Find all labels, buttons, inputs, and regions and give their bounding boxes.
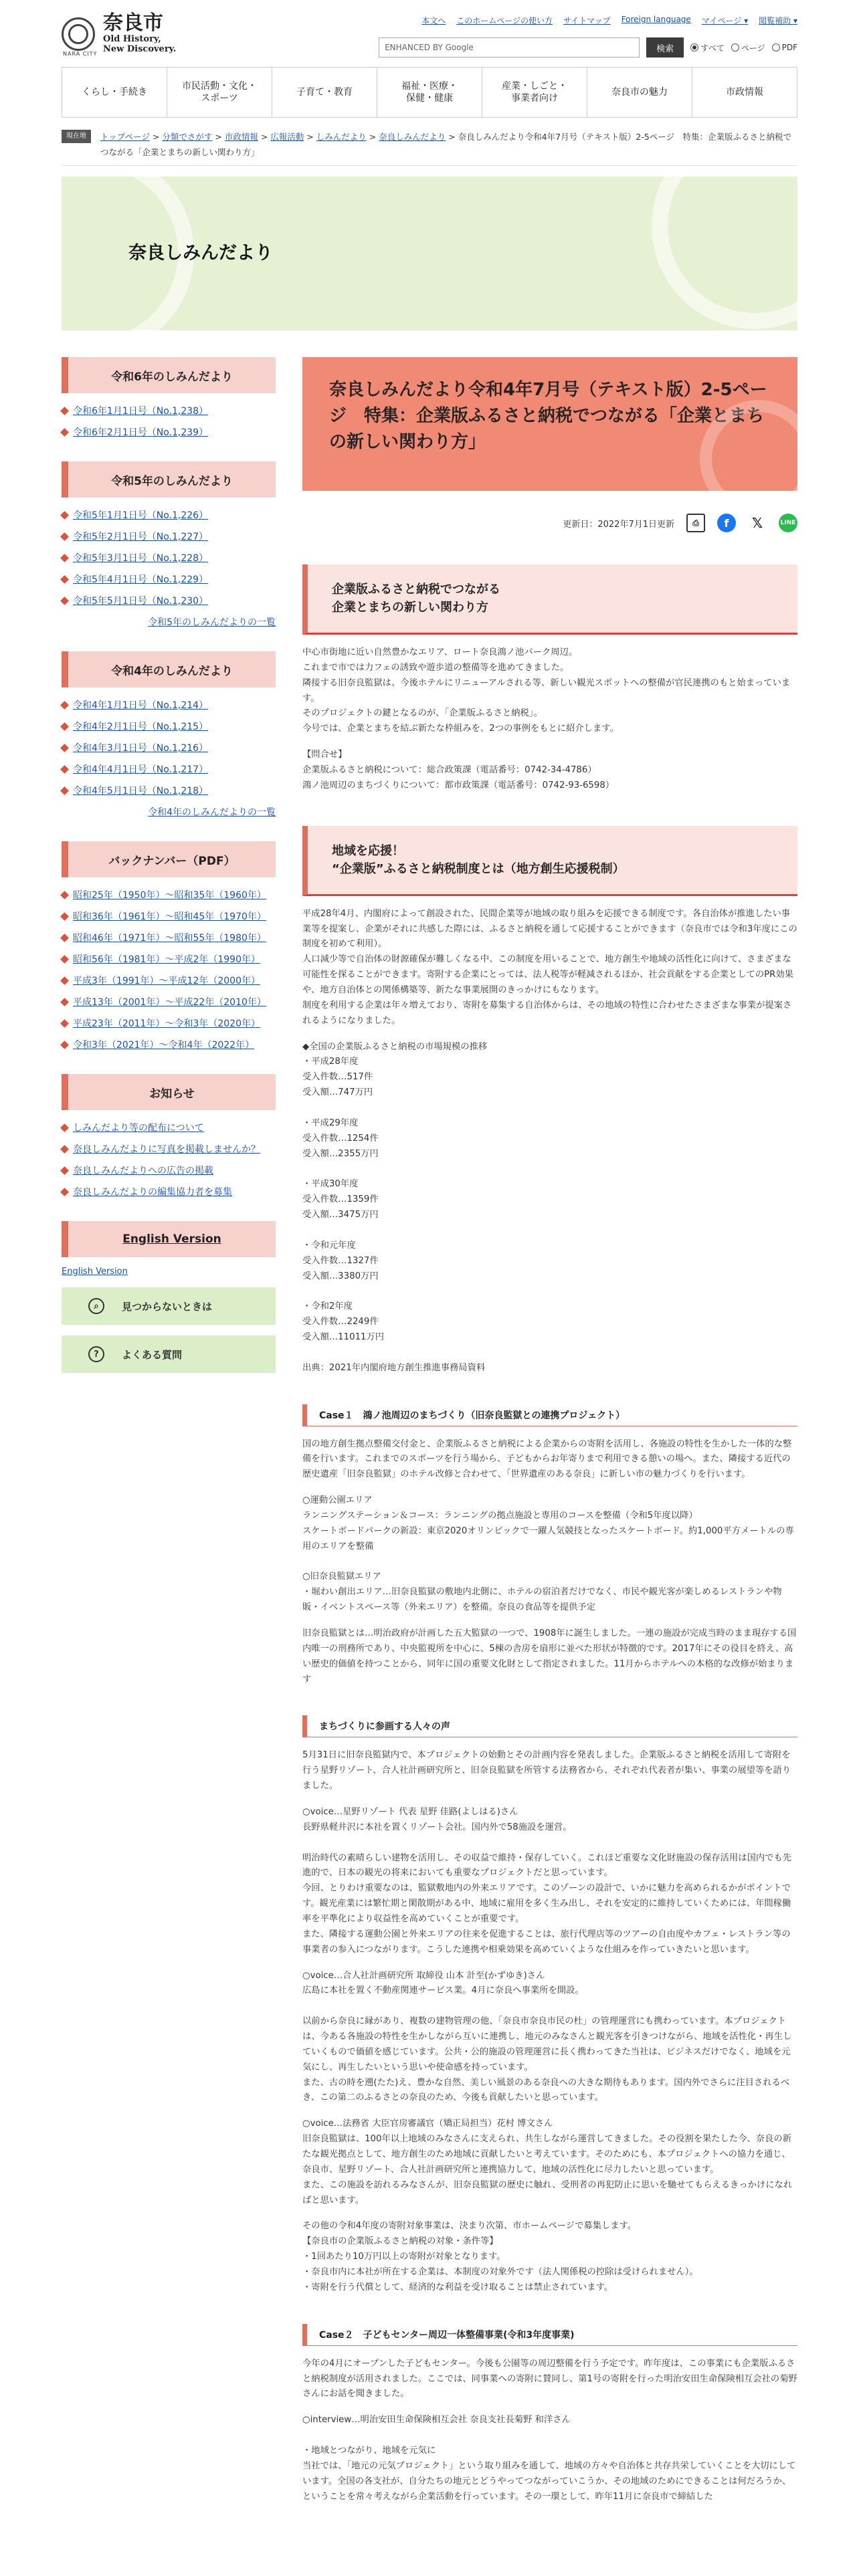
print-icon[interactable]: ⎙ <box>686 514 705 532</box>
paragraph: ○interview…明治安田生命保険相互会社 奈良支社長菊野 和洋さん ・地域とつながり、地域を元気に 当社では、「地元の元気プロジェクト」という取り組みを通して、地域の方々や自治体と共存共栄していくことを大切にしています。全国の各支社が、自分たちの地元とどうやってつながっていこうか、その地域のためにできることは何だろうか、ということを常々考えながら企業活動を行っています。その一環として、昨年11月に奈良市で締結した <box>302 2415 796 2502</box>
global-nav <box>62 67 797 118</box>
hero-banner <box>62 177 797 330</box>
gnav-item-education[interactable]: 子育て・教育 <box>272 68 377 117</box>
breadcrumb: 現在地 トップページ > 分類でさがす > 市政情報 > 広報活動 > しみんだより > 奈良しみんだより > 奈良しみんだより令和4年7月号（テキスト版）2-5ページ 特集：企業版ふるさと納税でつながる「企業とまちの新しい関わり方」 <box>62 130 797 166</box>
sidebar-item[interactable] <box>62 404 276 417</box>
sidebar-item[interactable] <box>62 1038 276 1051</box>
sidebar-link[interactable]: 平成23年（2011年）～令和3年（2020年） <box>73 1018 260 1029</box>
sidebar-item[interactable] <box>62 594 276 607</box>
sidebar-link[interactable]: 令和5年1月1日号（No.1,226） <box>73 510 209 521</box>
sidebar-link[interactable]: 昭和56年（1981年）～平成2年（1990年） <box>73 954 260 965</box>
logo-caption: NARA CITY <box>63 51 98 57</box>
main-content <box>302 357 797 2505</box>
gnav-item-living[interactable]: くらし・手続き <box>62 68 167 117</box>
sidebar-item[interactable] <box>62 995 276 1008</box>
util-link-foreign[interactable]: Foreign language <box>621 15 691 24</box>
sidebar-item[interactable] <box>62 425 276 439</box>
radio-dot-icon <box>690 43 698 51</box>
sidebar-item[interactable] <box>62 551 276 564</box>
breadcrumb-link[interactable]: 広報活動 <box>270 132 304 142</box>
line-share-icon[interactable]: LINE <box>779 514 797 532</box>
sidebar-item[interactable] <box>62 741 276 754</box>
sidebar-link[interactable]: 令和6年2月1日号（No.1,239） <box>73 427 209 438</box>
sidebar-link[interactable]: 令和5年4月1日号（No.1,229） <box>73 574 209 585</box>
sidebar-link[interactable]: 奈良しみんだよりの編集協力者を募集 <box>73 1187 232 1198</box>
sidebar-link[interactable]: 奈良しみんだよりに写真を掲載しませんか？ <box>73 1144 260 1155</box>
sidebar-link[interactable]: 令和4年2月1日号（No.1,215） <box>73 722 209 732</box>
sidebar-link[interactable]: 令和4年1月1日号（No.1,214） <box>73 700 209 711</box>
gnav-item-charm[interactable]: 奈良市の魅力 <box>587 68 692 117</box>
sidebar-r4 <box>62 651 276 819</box>
updated-date: 更新日：2022年7月1日更新 <box>563 519 674 530</box>
search-input[interactable]: ENHANCED BY Google <box>379 37 640 58</box>
search-doc-icon: ⌕ <box>88 1298 104 1314</box>
sidebar-link[interactable]: しみんだより等の配布について <box>73 1123 204 1134</box>
sidebar-item[interactable] <box>62 931 276 944</box>
sidebar-link[interactable]: 令和5年5月1日号（No.1,230） <box>73 596 209 607</box>
paragraph: 国の地方創生拠点整備交付金と、企業版ふるさと納税による企業からの寄附を活用し、各施設の特性を生かした一体的な整備を行います。これまでのスポーツを行う場から、子どもからお年寄りまで利用できる憩いの場へ。また、隣接する近代の歴史遺産「旧奈良監獄」のホテル改修と合わせて、「世界遺産のある奈良」に新しい市の魅力づくりを行います。 <box>302 1438 792 1480</box>
sidebar-more-link[interactable]: 令和5年のしみんだよりの一覧 <box>148 617 276 628</box>
sidebar-item[interactable] <box>62 974 276 987</box>
paragraph: 【問合せ】 企業版ふるさと納税について：総合政策課（電話番号：0742-34-4786） 鴻ノ池周辺のまちづくりについて：都市政策課（電話番号：0742-93-6598） <box>302 750 615 790</box>
subsection-heading: まちづくりに参画する人々の声 <box>302 1715 797 1737</box>
sidebar-item[interactable] <box>62 1016 276 1030</box>
sidebar-backnumber <box>62 841 276 1051</box>
site-search <box>379 37 797 58</box>
sidebar-item[interactable] <box>62 952 276 966</box>
sidebar-link[interactable]: 昭和25年（1950年）～昭和35年（1960年） <box>73 890 266 901</box>
sidebar-link[interactable]: 平成13年（2001年）～平成22年（2010年） <box>73 997 266 1008</box>
sidebar-heading: 令和5年のしみんだより <box>62 461 276 498</box>
subsection-heading: Case１ 鴻ノ池周辺のまちづくり（旧奈良監獄との連携プロジェクト） <box>302 1404 797 1426</box>
paragraph: ○voice…法務省 大臣官房審議官（矯正局担当）花村 博文さん 旧奈良監獄は、100年以上地域のみなさんに支えられ、共生しながら運営してきました。その役割を果たした今、奈良の新たな観光拠点として、地方創生のため地域に貢献したいと考えています。そのためにも、本プロジェクトへの協力を通じ、奈良市、星野リゾート、合人社計画研究所と連携協力して、地域の活性化に尽力したいと思っています。 また、この施設を訪れるみなさんが、旧奈良監獄の歴史に触れ、受刑者の再犯防止に思いを馳せてもらえるきっかけになればと思います。 <box>302 2119 793 2206</box>
sidebar-item[interactable] <box>62 1164 276 1177</box>
paragraph: ◆全国の企業版ふるさと納税の市場規模の推移 ・平成28年度 受入件数…517件 受入額…747万円 ・平成29年度 受入件数…1254件 受入額…2355万円 ・平成30年度 受入件数…1359件 受入額…3475万円 ・令和元年度 受入件数…1327件 受入額…3380万円 ・令和2年度 受入件数…2249件 受入額…11011万円 出典：2021年内閣府地方創生推進事務局資料 <box>302 1041 488 1373</box>
search-button[interactable]: 検索 <box>646 37 684 58</box>
sidebar-item[interactable] <box>62 530 276 543</box>
sidebar-notice <box>62 1074 276 1198</box>
sidebar-link[interactable]: 奈良しみんだよりへの広告の掲載 <box>73 1166 213 1176</box>
sidebar-heading: 令和6年のしみんだより <box>62 357 276 393</box>
sidebar-item[interactable] <box>62 1142 276 1156</box>
utility-nav <box>421 15 797 26</box>
english-heading[interactable]: English Version <box>62 1221 276 1257</box>
radio-pdf[interactable] <box>772 43 797 52</box>
radio-label: すべて <box>700 43 725 53</box>
breadcrumb-link[interactable]: 奈良しみんだより <box>379 132 446 142</box>
util-link-skip[interactable]: 本文へ <box>421 16 446 25</box>
page-meta <box>302 514 797 532</box>
sidebar-link[interactable]: 令和5年3月1日号（No.1,228） <box>73 553 209 564</box>
page-title: 奈良しみんだより令和4年7月号（テキスト版）2-5ページ 特集：企業版ふるさと納税でつながる「企業とまちの新しい関わり方」 <box>302 357 797 491</box>
sidebar-link[interactable]: 令和5年2月1日号（No.1,227） <box>73 532 209 542</box>
paragraph: 平成28年4月、内閣府によって創設された、民間企業等が地域の取り組みを応援できる制度です。各自治体が推進したい事業等を提案し、企業がそれに共感した際には、ふるさと納税を通して応援することができます（奈良市では令和3年度にこの制度を初めて利用）。 人口減少等で自治体の財源確保が難しくなる中、この制度を用いることで、地方創生や地域の活性化に向けて、さまざまな可能性を探ることができます。寄附する企業にとっては、法人税等が軽減されるほか、社会貢献をする企業としてのPR効果や、地方自治体との関係構築等、新たな事業展開のきっかけにもなります。 制度を利用する企業は年々増えており、寄附を募集する自治体からは、その地域の特性に合わせたさまざまな事業が提案されるようになりました。 <box>302 908 797 1026</box>
faq-button[interactable] <box>62 1335 276 1373</box>
sidebar-item[interactable] <box>62 784 276 797</box>
paragraph: 5月31日に旧奈良監獄内で、本プロジェクトの始動とその計画内容を発表しました。企業版ふるさと納税を活用して寄附を行う星野リゾート、合人社計画研究所と、旧奈良監獄を所管する法務省から、それぞれ代表者が集い、事業の展望等を語りました。 <box>302 1750 791 1792</box>
logo-ja: 奈良市 <box>103 11 163 35</box>
sidebar-heading: 令和4年のしみんだより <box>62 651 276 687</box>
util-link-howto[interactable]: このホームページの使い方 <box>456 16 553 25</box>
util-link-sitemap[interactable]: サイトマップ <box>563 16 611 25</box>
breadcrumb-tag: 現在地 <box>62 130 91 143</box>
util-link-mypage[interactable]: マイページ ▾ <box>701 16 749 25</box>
sidebar-item[interactable] <box>62 1185 276 1198</box>
breadcrumb-current: 奈良しみんだより令和4年7月号（テキスト版）2-5ページ 特集：企業版ふるさと納税でつながる「企業とまちの新しい関わり方」 <box>100 132 792 157</box>
sidebar-english <box>62 1221 276 1373</box>
sidebar-link[interactable]: 令和4年4月1日号（No.1,217） <box>73 764 209 775</box>
paragraph: 今年の4月にオープンした子どもセンター。今後も公園等の周辺整備を行う予定です。昨年度は、この事業にも企業版ふるさと納税制度が活用されました。ここでは、同事業への寄附に賛同し、第1号の寄附を行った明治安田生命保険相互会社の菊野さんにお話を聞きました。 <box>302 2358 797 2399</box>
sidebar-item[interactable] <box>62 572 276 586</box>
radio-all[interactable] <box>690 42 725 53</box>
not-found-button[interactable] <box>62 1287 276 1325</box>
util-link-accessibility[interactable]: 閲覧補助 ▾ <box>759 16 797 25</box>
sidebar-link[interactable]: 平成3年（1991年）～平成12年（2000年） <box>73 976 260 986</box>
paragraph: ○voice…星野リゾート 代表 星野 佳路(よしはる)さん 長野県軽井沢に本社を置くリゾート会社。国内外で58施設を運営。 明治時代の素晴らしい建物を活用し、その収益で維持・保存していく。これほど重要な文化財施設の保存活用は国内でも先進的で、日本の観光の将来においても重要なプロジェクトだと思っています。 今回、とりわけ重要なのは、監獄敷地内の外来エリアです。このゾーンの設計で、いかに魅力を高められるかがポイントです。観光産業には繁忙期と閑散期がある中、地域に雇用を多く生み出し、それを安定的に維持していくためには、年間稼働率を平準化により収益性を高めていくことが重要です。 また、隣接する運動公園と外来エリアの往来を促進することは、旅行代理店等のツアーの自由度やカフェ・レストラン等の事業者の参入につながります。こうした連携や相乗効果を高めていくような仕組みを作っていきたいと思います。 <box>302 1806 792 1955</box>
radio-label: ページ <box>741 43 765 53</box>
sidebar-link[interactable]: 令和4年3月1日号（No.1,216） <box>73 743 209 754</box>
sidebar-item[interactable] <box>62 762 276 776</box>
paragraph: ○運動公園エリア ランニングステーション＆コース：ランニングの拠点施設と専用のコースを整備（令和5年度以降） スケートボードパークの新設：東京2020オリンピックで一躍人気競技となったスケートボード。約1,000平方メートルの専用のエリアを整備 ○旧奈良監獄エリア ・堀わい創出エリア…旧奈良監獄の敷地内北側に、ホテルの宿泊者だけでなく、市民や観光客が楽しめるレストランや物販・イベントスペース等（外来エリア）を整備。奈良の食品等を提供予定 <box>302 1495 794 1613</box>
sidebar-r6 <box>62 357 276 439</box>
logo-en: Old History, New Discovery. <box>103 34 177 54</box>
sidebar-link[interactable]: 昭和46年（1971年）～昭和55年（1980年） <box>73 933 266 944</box>
site-logo[interactable] <box>62 13 176 55</box>
radio-page[interactable] <box>731 42 765 53</box>
gnav-item-culture[interactable]: 市民活動・文化・ スポーツ <box>167 68 272 117</box>
subsection-heading: Case２ 子どもセンター周辺一体整備事業(令和3年度事業) <box>302 2324 797 2346</box>
hero-title: 奈良しみんだより <box>128 243 273 263</box>
sidebar-heading: バックナンバー（PDF） <box>62 841 276 877</box>
sidebar-link[interactable]: 昭和36年（1961年）～昭和45年（1970年） <box>73 911 266 922</box>
not-found-label: 見つからないときは <box>122 1300 213 1313</box>
sidebar-heading: お知らせ <box>62 1074 276 1110</box>
breadcrumb-link[interactable]: トップページ <box>100 132 150 142</box>
section-heading: 地域を応援！ “企業版”ふるさと納税制度とは（地方創生応援税制） <box>302 826 797 896</box>
paragraph: その他の令和4年度の寄附対象事業は、決まり次第、市ホームページで募集します。 【奈良市の企業版ふるさと納税の対象・条件等】 ・1回あたり10万円以上の寄附が対象となります。 ・奈良市内に本社が所在する企業は、本制度の対象外です（法人関係税の控除は受けられません）。 ・寄附を行う代償として、経済的な利益を受け取ることは禁止されています。 <box>302 2221 698 2292</box>
site-header <box>62 0 797 67</box>
facebook-icon[interactable]: f <box>717 514 736 532</box>
sidebar-link[interactable]: 令和3年（2021年）～令和4年（2022年） <box>73 1040 255 1051</box>
sidebar-item[interactable] <box>62 508 276 522</box>
sidebar-item[interactable] <box>62 720 276 733</box>
sidebar-more-link[interactable]: 令和4年のしみんだよりの一覧 <box>148 807 276 818</box>
section-heading: 企業版ふるさと納税でつながる 企業とまちの新しい関わり方 <box>302 564 797 635</box>
paragraph: 中心市街地に近い自然豊かなエリア、ロート奈良鴻ノ池パーク周辺。 これまで市では力フェの誘致や遊歩道の整備等を進めてきました。 隣接する旧奈良監獄は、今後ホテルにリニューアルされる等、新しい観光スポットへの整備が官民連携のもと始まっています。 そのプロジェクトの鍵となるのが、「企業版ふるさと納税」。 今号では、企業とまちを結ぶ新たな枠組みを、2つの事例をもとに紹介します。 <box>302 647 791 734</box>
english-version-link[interactable]: English Version <box>62 1267 128 1277</box>
radio-dot-icon <box>731 43 739 51</box>
x-share-icon[interactable]: 𝕏 <box>751 515 763 531</box>
radio-label: PDF <box>781 43 797 52</box>
gnav-item-welfare[interactable]: 福祉・医療・ 保健・健康 <box>377 68 482 117</box>
breadcrumb-link[interactable]: 分類でさがす <box>162 132 213 142</box>
breadcrumb-link[interactable]: しみんだより <box>316 132 367 142</box>
gnav-item-government[interactable]: 市政情報 <box>726 86 763 98</box>
sidebar <box>62 357 276 2505</box>
sidebar-link[interactable]: 令和6年1月1日号（No.1,238） <box>73 406 209 417</box>
city-emblem-icon <box>62 17 95 51</box>
faq-label: よくある質問 <box>122 1348 183 1361</box>
paragraph: ○voice…合人社計画研究所 取締役 山本 計至(かずゆき)さん 広島に本社を置く不動産関連サービス業。4月に奈良へ事業所を開設。 以前から奈良に縁があり、複数の建物管理の他、「奈良市奈良市民の杜」の管理運営にも携わっています。本プロジェクトは、今ある各施設の特性を生かしながら互いに連携し、地元のみなさんと観光客を引きつけながら、地域を活性化・再生していくもので価値を感じています。公共・公的施設の管理運営に長く携わってきた当社は、ビジネスだけでなく、地域を元気にし、再生したいという思いや使命感を持っています。 また、古の時を遡(たた)え、豊かな自然、美しい風景のある奈良への大きな期待もあります。国内外でさらに注目されるべき、この第二のふるさとの奈良のため、今後も貢献したいと思っています。 <box>302 1970 792 2103</box>
sidebar-item[interactable] <box>62 909 276 923</box>
question-icon: ? <box>88 1346 104 1362</box>
sidebar-item[interactable] <box>62 888 276 901</box>
sidebar-link[interactable]: 令和4年5月1日号（No.1,218） <box>73 786 209 796</box>
breadcrumb-link[interactable]: 市政情報 <box>224 132 258 142</box>
sidebar-item[interactable] <box>62 698 276 712</box>
gnav-item-industry[interactable]: 産業・しごと・ 事業者向け <box>482 68 587 117</box>
sidebar-r5 <box>62 461 276 629</box>
radio-dot-icon <box>772 43 780 51</box>
paragraph: 旧奈良監獄とは…明治政府が計画した五大監獄の一つで、1908年に誕生しました。一連の施設が完成当時のまま現存する国内唯一の刑務所であり、中央監視所を中心に、5棟の舎房を扇形に並べた形状が特徴的です。2017年にその役目を終え、高い歴史的価値を持つことから、同年に国の重要文化財として指定されました。11月からホテルへの本格的な改修が始まります <box>302 1628 797 1685</box>
sidebar-item[interactable] <box>62 1121 276 1134</box>
